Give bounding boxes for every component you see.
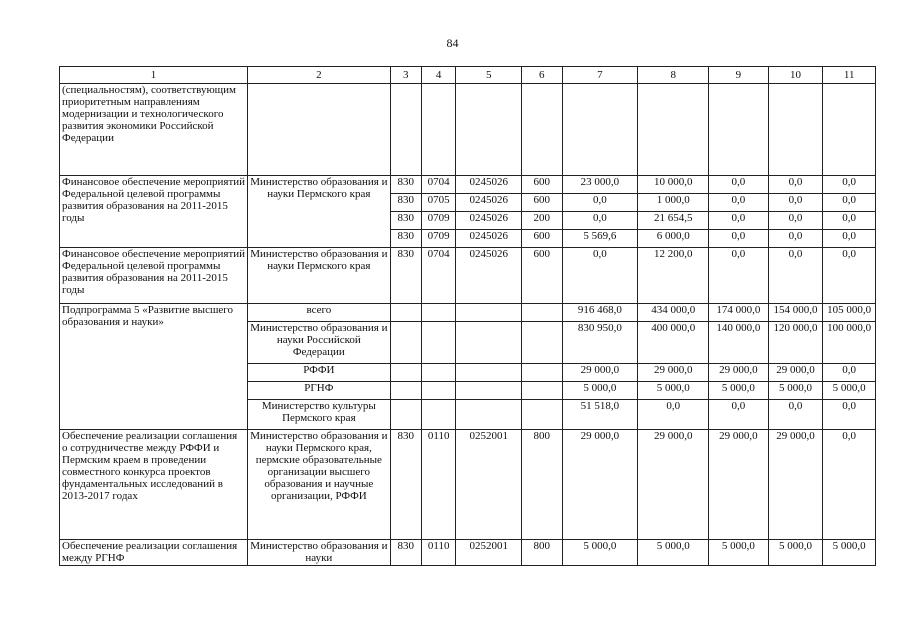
table-header-row xyxy=(60,67,876,84)
code-cell xyxy=(421,382,455,400)
value-cell: 0,0 xyxy=(823,212,876,230)
code-cell: 200 xyxy=(522,212,562,230)
value-cell: 0,0 xyxy=(823,400,876,430)
code-cell xyxy=(522,382,562,400)
code-cell xyxy=(456,84,522,176)
code-cell xyxy=(421,364,455,382)
value-cell: 400 000,0 xyxy=(638,322,709,364)
value-cell: 0,0 xyxy=(709,194,769,212)
page-number: 84 xyxy=(446,36,459,50)
code-cell xyxy=(390,304,421,322)
value-cell: 5 000,0 xyxy=(562,540,638,566)
code-cell xyxy=(421,84,455,176)
code-cell: 830 xyxy=(390,194,421,212)
value-cell: 1 000,0 xyxy=(638,194,709,212)
value-cell: 0,0 xyxy=(709,248,769,304)
value-cell: 21 654,5 xyxy=(638,212,709,230)
header-cell: 7 xyxy=(562,67,638,84)
value-cell: 29 000,0 xyxy=(768,430,823,540)
code-cell: 0110 xyxy=(421,540,455,566)
value-cell: 120 000,0 xyxy=(768,322,823,364)
responsible-cell: Министерство образования и науки Российской Федерации xyxy=(248,322,391,364)
value-cell: 0,0 xyxy=(709,230,769,248)
value-cell: 0,0 xyxy=(768,212,823,230)
value-cell: 0,0 xyxy=(823,176,876,194)
code-cell: 800 xyxy=(522,430,562,540)
header-cell: 4 xyxy=(421,67,455,84)
code-cell: 0709 xyxy=(421,212,455,230)
code-cell xyxy=(456,400,522,430)
code-cell: 600 xyxy=(522,176,562,194)
responsible-cell: Министерство культуры Пермского края xyxy=(248,400,391,430)
code-cell xyxy=(522,364,562,382)
value-cell: 23 000,0 xyxy=(562,176,638,194)
code-cell: 0709 xyxy=(421,230,455,248)
header-cell: 10 xyxy=(768,67,823,84)
code-cell: 830 xyxy=(390,248,421,304)
responsible-cell xyxy=(248,84,391,176)
table-row xyxy=(60,84,876,176)
description-cell: Подпрограмма 5 «Развитие высшего образования и науки» xyxy=(60,304,248,430)
value-cell xyxy=(638,84,709,176)
code-cell xyxy=(421,322,455,364)
value-cell: 154 000,0 xyxy=(768,304,823,322)
value-cell: 0,0 xyxy=(562,194,638,212)
code-cell: 0110 xyxy=(421,430,455,540)
value-cell: 0,0 xyxy=(768,194,823,212)
code-cell xyxy=(522,322,562,364)
table-row xyxy=(60,540,876,566)
value-cell: 29 000,0 xyxy=(638,364,709,382)
code-cell xyxy=(522,84,562,176)
value-cell: 5 000,0 xyxy=(562,382,638,400)
code-cell xyxy=(390,382,421,400)
value-cell xyxy=(562,84,638,176)
value-cell: 5 000,0 xyxy=(638,382,709,400)
value-cell: 5 000,0 xyxy=(823,382,876,400)
value-cell: 5 000,0 xyxy=(709,540,769,566)
value-cell: 0,0 xyxy=(562,248,638,304)
value-cell: 5 000,0 xyxy=(768,382,823,400)
code-cell xyxy=(456,382,522,400)
code-cell xyxy=(421,304,455,322)
value-cell: 29 000,0 xyxy=(562,364,638,382)
code-cell: 0704 xyxy=(421,248,455,304)
code-cell: 0252001 xyxy=(456,540,522,566)
code-cell xyxy=(456,364,522,382)
description-cell: Обеспечение реализации соглашения между РГНФ xyxy=(60,540,248,566)
code-cell: 830 xyxy=(390,230,421,248)
value-cell: 0,0 xyxy=(709,212,769,230)
value-cell: 100 000,0 xyxy=(823,322,876,364)
value-cell: 29 000,0 xyxy=(709,430,769,540)
responsible-cell: РГНФ xyxy=(248,382,391,400)
value-cell: 916 468,0 xyxy=(562,304,638,322)
budget-table xyxy=(59,66,876,566)
code-cell: 0705 xyxy=(421,194,455,212)
header-cell: 9 xyxy=(709,67,769,84)
code-cell: 800 xyxy=(522,540,562,566)
value-cell: 6 000,0 xyxy=(638,230,709,248)
value-cell: 29 000,0 xyxy=(638,430,709,540)
value-cell: 0,0 xyxy=(823,194,876,212)
responsible-cell: Министерство образования и науки Пермского края, пермские образовательные организации высшего образования и научные организации, РФФИ xyxy=(248,430,391,540)
value-cell xyxy=(823,84,876,176)
code-cell xyxy=(522,304,562,322)
code-cell xyxy=(390,400,421,430)
value-cell: 830 950,0 xyxy=(562,322,638,364)
code-cell: 0252001 xyxy=(456,430,522,540)
value-cell: 434 000,0 xyxy=(638,304,709,322)
value-cell xyxy=(709,84,769,176)
responsible-cell: всего xyxy=(248,304,391,322)
code-cell xyxy=(390,364,421,382)
header-cell: 8 xyxy=(638,67,709,84)
value-cell: 0,0 xyxy=(768,400,823,430)
value-cell: 105 000,0 xyxy=(823,304,876,322)
value-cell: 140 000,0 xyxy=(709,322,769,364)
responsible-cell: Министерство образования и науки Пермского края xyxy=(248,248,391,304)
responsible-cell: РФФИ xyxy=(248,364,391,382)
code-cell: 600 xyxy=(522,248,562,304)
table-row xyxy=(60,176,876,194)
value-cell: 0,0 xyxy=(823,230,876,248)
description-cell: Обеспечение реализации соглашения о сотрудничестве между РФФИ и Пермским краем в проведении совместного конкурса проектов фундаментальных исследований в 2013-2017 годах xyxy=(60,430,248,540)
value-cell: 0,0 xyxy=(768,176,823,194)
code-cell xyxy=(390,322,421,364)
value-cell: 0,0 xyxy=(638,400,709,430)
value-cell: 5 000,0 xyxy=(768,540,823,566)
value-cell: 29 000,0 xyxy=(562,430,638,540)
code-cell: 0245026 xyxy=(456,194,522,212)
code-cell: 0245026 xyxy=(456,248,522,304)
responsible-cell: Министерство образования и науки Пермского края xyxy=(248,176,391,248)
code-cell: 830 xyxy=(390,540,421,566)
value-cell: 0,0 xyxy=(823,430,876,540)
header-cell: 2 xyxy=(248,67,391,84)
code-cell xyxy=(522,400,562,430)
header-cell: 6 xyxy=(522,67,562,84)
value-cell xyxy=(768,84,823,176)
header-cell: 11 xyxy=(823,67,876,84)
description-cell: Финансовое обеспечение мероприятий Федеральной целевой программы развития образования на 2011-2015 годы xyxy=(60,248,248,304)
table-row xyxy=(60,248,876,304)
code-cell xyxy=(456,322,522,364)
value-cell: 5 000,0 xyxy=(823,540,876,566)
code-cell xyxy=(421,400,455,430)
table-row xyxy=(60,304,876,322)
code-cell: 0245026 xyxy=(456,230,522,248)
value-cell: 0,0 xyxy=(823,248,876,304)
code-cell: 0245026 xyxy=(456,176,522,194)
code-cell: 830 xyxy=(390,212,421,230)
value-cell: 5 000,0 xyxy=(709,382,769,400)
code-cell: 600 xyxy=(522,230,562,248)
code-cell: 830 xyxy=(390,430,421,540)
value-cell: 0,0 xyxy=(709,176,769,194)
code-cell: 830 xyxy=(390,176,421,194)
table-row xyxy=(60,430,876,540)
value-cell: 29 000,0 xyxy=(768,364,823,382)
header-cell: 1 xyxy=(60,67,248,84)
value-cell: 174 000,0 xyxy=(709,304,769,322)
code-cell: 0704 xyxy=(421,176,455,194)
value-cell: 5 000,0 xyxy=(638,540,709,566)
value-cell: 5 569,6 xyxy=(562,230,638,248)
value-cell: 0,0 xyxy=(823,364,876,382)
value-cell: 12 200,0 xyxy=(638,248,709,304)
header-cell: 3 xyxy=(390,67,421,84)
value-cell: 0,0 xyxy=(709,400,769,430)
value-cell: 29 000,0 xyxy=(709,364,769,382)
header-cell: 5 xyxy=(456,67,522,84)
responsible-cell: Министерство образования и науки xyxy=(248,540,391,566)
value-cell: 0,0 xyxy=(562,212,638,230)
value-cell: 51 518,0 xyxy=(562,400,638,430)
value-cell: 0,0 xyxy=(768,248,823,304)
code-cell: 0245026 xyxy=(456,212,522,230)
value-cell: 0,0 xyxy=(768,230,823,248)
code-cell xyxy=(456,304,522,322)
code-cell: 600 xyxy=(522,194,562,212)
value-cell: 10 000,0 xyxy=(638,176,709,194)
code-cell xyxy=(390,84,421,176)
description-cell: Финансовое обеспечение мероприятий Федеральной целевой программы развития образования на 2011-2015 годы xyxy=(60,176,248,248)
description-cell: (специальностям), соответствующим приоритетным направлениям модернизации и технологического развития экономики Российской Федерации xyxy=(60,84,248,176)
